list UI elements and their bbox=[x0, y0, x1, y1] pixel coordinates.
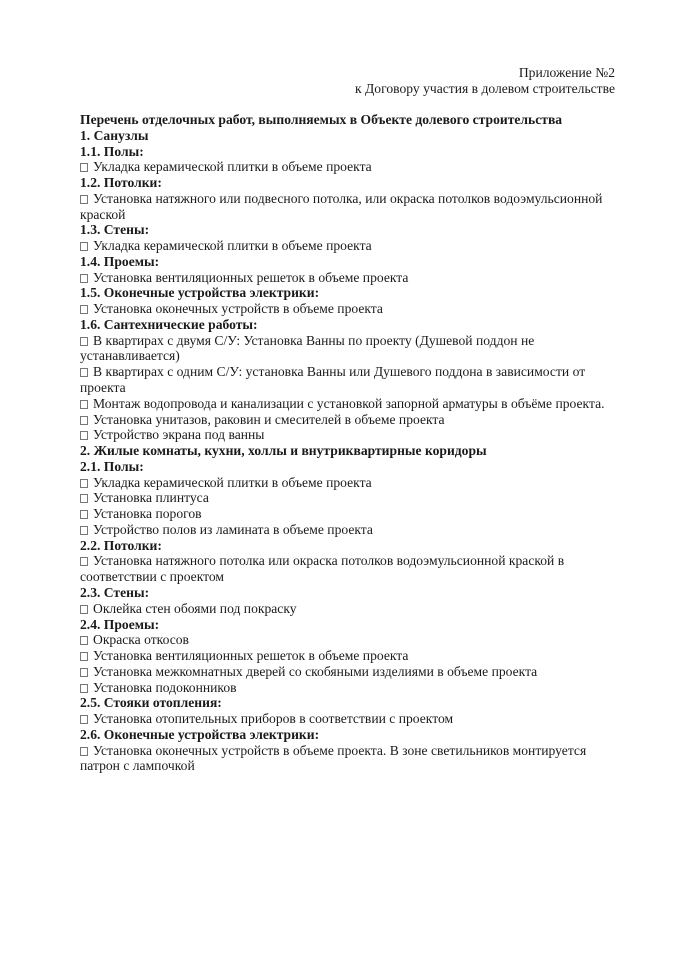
list-item bbox=[80, 490, 620, 506]
list-item-text: Установка вентиляционных решеток в объеме проекта bbox=[93, 648, 409, 664]
subsection-heading: 1.5. Оконечные устройства электрики: bbox=[80, 285, 320, 301]
list-item-text: Установка отопительных приборов в соответствии с проектом bbox=[93, 711, 454, 727]
list-item bbox=[80, 648, 620, 664]
checkbox-bullet-icon bbox=[80, 416, 88, 425]
checkbox-bullet-icon bbox=[80, 337, 88, 346]
checkbox-bullet-icon bbox=[80, 305, 88, 314]
list-item bbox=[80, 711, 620, 727]
subsection-heading: 2.6. Оконечные устройства электрики: bbox=[80, 726, 320, 742]
list-item-text: Устройство экрана под ванны bbox=[93, 427, 265, 443]
sections-list bbox=[80, 128, 620, 774]
checkbox-bullet-icon bbox=[80, 400, 88, 409]
list-item bbox=[80, 333, 620, 365]
checkbox-bullet-icon bbox=[80, 431, 88, 440]
section-heading: 1. Санузлы bbox=[80, 127, 149, 143]
list-item-text: Установка натяжного потолка или окраска потолков водоэмульсионной краской в соответствии с проектом bbox=[80, 553, 565, 585]
list-item-text: Установка плинтуса bbox=[93, 490, 209, 506]
list-item-text: Монтаж водопровода и канализации с установкой запорной арматуры в объёме проекта. bbox=[93, 395, 605, 411]
document-body bbox=[80, 112, 620, 774]
list-item bbox=[80, 743, 620, 775]
checkbox-bullet-icon bbox=[80, 274, 88, 283]
checkbox-bullet-icon bbox=[80, 605, 88, 614]
subsection-heading: 1.4. Проемы: bbox=[80, 253, 160, 269]
list-item bbox=[80, 522, 620, 538]
checkbox-bullet-icon bbox=[80, 494, 88, 503]
subsection-heading: 2.4. Проемы: bbox=[80, 616, 160, 632]
list-item bbox=[80, 159, 620, 175]
section-heading: 2. Жилые комнаты, кухни, холлы и внутриквартирные коридоры bbox=[80, 443, 487, 459]
subsection-heading: 2.2. Потолки: bbox=[80, 537, 162, 553]
list-item-text: Окраска откосов bbox=[93, 632, 189, 648]
list-item bbox=[80, 191, 620, 223]
list-item bbox=[80, 506, 620, 522]
list-item bbox=[80, 601, 620, 617]
list-item bbox=[80, 412, 620, 428]
list-item bbox=[80, 364, 620, 396]
list-item-text: Устройство полов из ламината в объеме проекта bbox=[93, 521, 373, 537]
list-item-text: Установка подоконников bbox=[93, 679, 237, 695]
list-item bbox=[80, 427, 620, 443]
checkbox-bullet-icon bbox=[80, 242, 88, 251]
subsection-heading: 1.3. Стены: bbox=[80, 222, 150, 238]
list-item-text: Установка унитазов, раковин и смесителей в объеме проекта bbox=[93, 411, 445, 427]
subsection-heading: 2.1. Полы: bbox=[80, 458, 144, 474]
list-item-text: В квартирах с двумя С/У: Установка Ванны по проекту (Душевой поддон не устанавливается) bbox=[80, 332, 535, 364]
checkbox-bullet-icon bbox=[80, 715, 88, 724]
checkbox-bullet-icon bbox=[80, 526, 88, 535]
list-item-text: Укладка керамической плитки в объеме проекта bbox=[93, 238, 372, 254]
list-item-text: Укладка керамической плитки в объеме проекта bbox=[93, 159, 372, 175]
list-item bbox=[80, 396, 620, 412]
list-item-text: Установка порогов bbox=[93, 506, 202, 522]
list-item-text: Оклейка стен обоями под покраску bbox=[93, 600, 297, 616]
subsection-heading: 1.6. Сантехнические работы: bbox=[80, 316, 258, 332]
subsection-heading: 2.3. Стены: bbox=[80, 584, 150, 600]
appendix-subtitle: к Договору участия в долевом строительстве bbox=[355, 81, 615, 96]
checkbox-bullet-icon bbox=[80, 684, 88, 693]
list-item-text: Установка натяжного или подвесного потолка, или окраска потолков водоэмульсионной краской bbox=[80, 190, 603, 222]
subsection-heading: 1.1. Полы: bbox=[80, 143, 144, 159]
checkbox-bullet-icon bbox=[80, 747, 88, 756]
list-item bbox=[80, 238, 620, 254]
list-item-text: В квартирах с одним С/У: установка Ванны или Душевого поддона в зависимости от проекта bbox=[80, 364, 586, 396]
checkbox-bullet-icon bbox=[80, 195, 88, 204]
subsection-heading: 2.5. Стояки отопления: bbox=[80, 695, 222, 711]
list-item-text: Установка оконечных устройств в объеме проекта bbox=[93, 301, 383, 317]
checkbox-bullet-icon bbox=[80, 510, 88, 519]
checkbox-bullet-icon bbox=[80, 668, 88, 677]
checkbox-bullet-icon bbox=[80, 163, 88, 172]
appendix-number: Приложение №2 bbox=[518, 65, 615, 80]
subsection-heading: 1.2. Потолки: bbox=[80, 175, 162, 191]
list-item-text: Укладка керамической плитки в объеме проекта bbox=[93, 474, 372, 490]
checkbox-bullet-icon bbox=[80, 368, 88, 377]
list-item bbox=[80, 632, 620, 648]
list-item bbox=[80, 270, 620, 286]
list-item bbox=[80, 553, 620, 585]
list-item bbox=[80, 680, 620, 696]
checkbox-bullet-icon bbox=[80, 557, 88, 566]
list-item bbox=[80, 664, 620, 680]
checkbox-bullet-icon bbox=[80, 636, 88, 645]
list-item-text: Установка оконечных устройств в объеме проекта. В зоне светильников монтируется патрон с лампочкой bbox=[80, 742, 587, 774]
list-item-text: Установка межкомнатных дверей со скобяными изделиями в объеме проекта bbox=[93, 663, 538, 679]
list-item-text: Установка вентиляционных решеток в объеме проекта bbox=[93, 269, 409, 285]
list-item bbox=[80, 475, 620, 491]
list-item bbox=[80, 301, 620, 317]
checkbox-bullet-icon bbox=[80, 652, 88, 661]
checkbox-bullet-icon bbox=[80, 479, 88, 488]
document-title: Перечень отделочных работ, выполняемых в Объекте долевого строительства bbox=[80, 112, 563, 127]
